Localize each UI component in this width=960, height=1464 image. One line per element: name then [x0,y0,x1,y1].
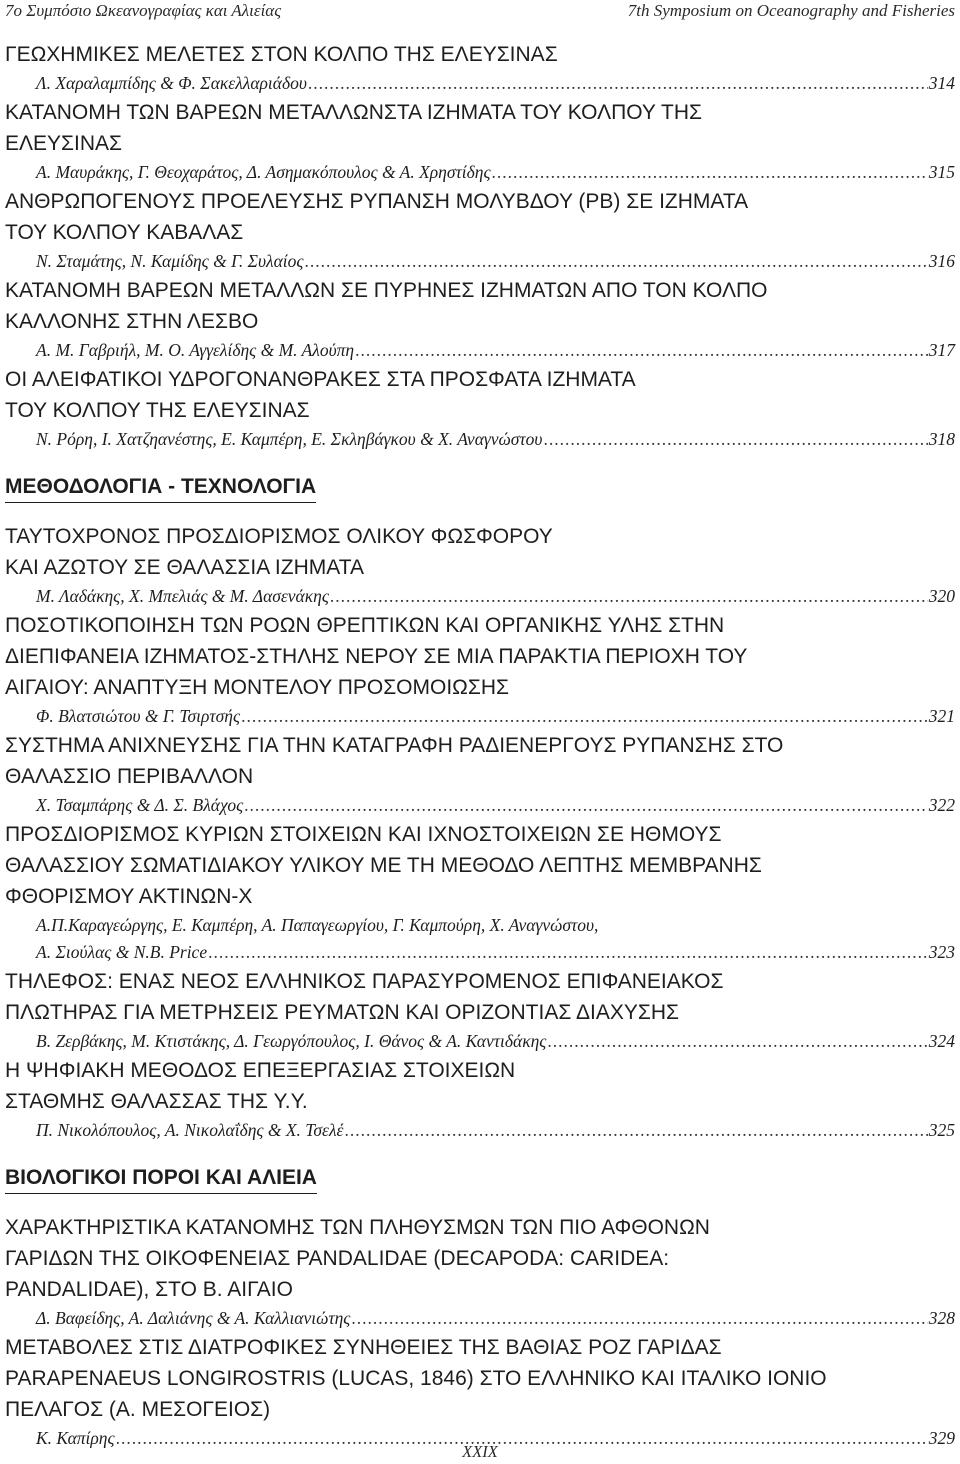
entry-authors: Δ. Βαφείδης, Α. Δαλιάνης & Α. Καλλιανιώτης [36,1308,351,1328]
toc-entry [5,1055,955,1144]
header-left: 7o Συμπόσιο Ωκεανογραφίας και Αλιείας [5,1,282,20]
dot-leader [543,426,927,453]
entry-title-line: ΘΑΛΑΣΣΙΟΥ ΣΩΜΑΤΙΔΙΑΚΟΥ ΥΛΙΚΟΥ ΜΕ ΤΗ ΜΕΘΟΔΟ ΛΕΠΤΗΣ ΜΕΜΒΡΑΝΗΣ [5,854,762,877]
entry-title-line: PANDALIDAE), ΣΤΟ Β. ΑΙΓΑΙΟ [5,1278,293,1301]
entry-page-number: 321 [928,706,955,726]
entry-authors: Β. Ζερβάκης, Μ. Κτιστάκης, Δ. Γεωργόπουλος, Ι. Θάνος & Α. Καντιδάκης [36,1031,547,1051]
toc-entry [5,1332,955,1452]
dot-leader [305,248,928,275]
entry-authors: Α. Μαυράκης, Γ. Θεοχαράτος, Δ. Ασημακόπουλος & Α. Χρηστίδης [36,162,491,182]
running-header [5,0,955,22]
entry-title-line: PARAPENAEUS LONGIROSTRIS (LUCAS, 1846) ΣΤΟ ΕΛΛΗΝΙΚΟ ΚΑΙ ΙΤΑΛΙΚΟ ΙΟΝΙΟ [5,1367,827,1390]
entry-page-number: 315 [928,162,955,182]
entry-title-line: ΠΟΣΟΤΙΚΟΠΟΙΗΣΗ ΤΩΝ ΡΟΩΝ ΘΡΕΠΤΙΚΩΝ ΚΑΙ ΟΡΓΑΝΙΚΗΣ ΥΛΗΣ ΣΤΗΝ [5,614,725,637]
entry-title-line: ΤΟΥ ΚΟΛΠΟΥ ΚΑΒΑΛΑΣ [5,221,244,244]
entry-authors-row [5,337,955,364]
entry-authors: Λ. Χαραλαμπίδης & Φ. Σακελλαριάδου [36,73,307,93]
toc-entry [5,97,955,186]
entry-title-line: ΚΑΤΑΝΟΜΗ ΒΑΡΕΩΝ ΜΕΤΑΛΛΩΝ ΣΕ ΠΥΡΗΝΕΣ ΙΖΗΜΑΤΩΝ ΑΠΟ ΤΟΝ ΚΟΛΠΟ [5,279,768,302]
entry-title-line: ΟΙ ΑΛΕΙΦΑΤΙΚΟΙ ΥΔΡΟΓΟΝΑΝΘΡΑΚΕΣ ΣΤΑ ΠΡΟΣΦΑΤΑ ΙΖΗΜΑΤΑ [5,368,636,391]
entry-title-line: ΘΑΛΑΣΣΙΟ ΠΕΡΙΒΑΛΛΟΝ [5,765,254,788]
entry-page-number: 314 [928,73,955,93]
toc-entry [5,39,955,97]
dot-leader [241,703,928,730]
toc-entry [5,966,955,1055]
entry-title-line: ΜΕΤΑΒΟΛΕΣ ΣΤΙΣ ΔΙΑΤΡΟΦΙΚΕΣ ΣΥΝΗΘΕΙΕΣ ΤΗΣ ΒΑΘΙΑΣ ΡΟΖ ΓΑΡΙΔΑΣ [5,1336,722,1359]
entry-title-line: ΚΑΛΛΟΝΗΣ ΣΤΗΝ ΛΕΣΒΟ [5,310,259,333]
entry-page-number: 329 [928,1428,955,1448]
entry-title-line: ΠΡΟΣΔΙΟΡΙΣΜΟΣ ΚΥΡΙΩΝ ΣΤΟΙΧΕΙΩΝ ΚΑΙ ΙΧΝΟΣΤΟΙΧΕΙΩΝ ΣΕ ΗΘΜΟΥΣ [5,823,722,846]
entry-authors-row [5,426,955,453]
entry-title-line: ΤΗΛΕΦΟΣ: ΕΝΑΣ ΝΕΟΣ ΕΛΛΗΝΙΚΟΣ ΠΑΡΑΣΥΡΟΜΕΝΟΣ ΕΠΙΦΑΝΕΙΑΚΟΣ [5,970,724,993]
dot-leader [244,792,928,819]
entry-authors: Α. Μ. Γαβριήλ, Μ. Ο. Αγγελίδης & Μ. Αλούπη [36,340,355,360]
entry-page-number: 317 [928,340,955,360]
entry-authors-row [5,70,955,97]
page-number: XXIX [462,1442,498,1461]
toc-entry [5,275,955,364]
toc-entry [5,186,955,275]
entry-title-line: ΓΑΡΙΔΩΝ ΤΗΣ ΟΙΚΟΦΕΝΕΙΑΣ PANDALIDAE (DECAPODA: CARIDEA: [5,1247,670,1270]
dot-leader [355,337,928,364]
toc-entry [5,364,955,453]
toc-entry [5,730,955,819]
entry-authors: Κ. Καπίρης [36,1428,115,1448]
entry-title-line: ΚΑΙ ΑΖΩΤΟΥ ΣΕ ΘΑΛΑΣΣΙΑ ΙΖΗΜΑΤΑ [5,556,364,579]
entry-authors-row [5,248,955,275]
entry-title-line: ΤΟΥ ΚΟΛΠΟΥ ΤΗΣ ΕΛΕΥΣΙΝΑΣ [5,399,310,422]
dot-leader [330,583,928,610]
entry-title-line: ΣΤΑΘΜΗΣ ΘΑΛΑΣΣΑΣ ΤΗΣ Υ.Υ. [5,1090,308,1113]
entry-authors: Φ. Βλατσιώτου & Γ. Τσιρτσής [36,706,241,726]
entry-title-line: Η ΨΗΦΙΑΚΗ ΜΕΘΟΔΟΣ ΕΠΕΞΕΡΓΑΣΙΑΣ ΣΤΟΙΧΕΙΩΝ [5,1059,516,1082]
entry-authors: Μ. Λαδάκης, Χ. Μπελιάς & Μ. Δασενάκης [36,586,329,606]
entry-authors-row [5,792,955,819]
entry-page-number: 324 [928,1031,955,1051]
entry-title-line: ΓΕΩΧΗΜΙΚΕΣ ΜΕΛΕΤΕΣ ΣΤΟΝ ΚΟΛΠΟ ΤΗΣ ΕΛΕΥΣΙΝΑΣ [5,43,558,66]
dot-leader [344,1117,927,1144]
entry-title-line: ΑΝΘΡΩΠΟΓΕΝΟΥΣ ΠΡΟΕΛΕΥΣΗΣ ΡΥΠΑΝΣΗ ΜΟΛΥΒΔΟΥ (PB) ΣΕ ΙΖΗΜΑΤΑ [5,190,749,213]
entry-authors: Χ. Τσαμπάρης & Δ. Σ. Βλάχος [36,795,244,815]
entry-authors: Ν. Ρόρη, Ι. Χατζηανέστης, Ε. Καμπέρη, Ε. Σκληβάγκου & Χ. Αναγνώστου [36,429,543,449]
dot-leader [351,1305,927,1332]
entry-title-line: ΕΛΕΥΣΙΝΑΣ [5,132,123,155]
section-heading: ΜΕΘΟΔΟΛΟΓΙΑ - ΤΕΧΝΟΛΟΓΙΑ [5,471,316,503]
header-right: 7th Symposium on Oceanography and Fisheries [627,1,955,20]
entry-title-line: ΣΥΣΤΗΜΑ ΑΝΙΧΝΕΥΣΗΣ ΓΙΑ ΤΗΝ ΚΑΤΑΓΡΑΦΗ ΡΑΔΙΕΝΕΡΓΟΥΣ ΡΥΠΑΝΣΗΣ ΣΤΟ [5,734,784,757]
entry-authors-row [5,1305,955,1332]
section-heading: ΒΙΟΛΟΓΙΚΟΙ ΠΟΡΟΙ ΚΑΙ ΑΛΙΕΙΑ [5,1162,317,1194]
entry-authors: Π. Νικολόπουλος, Α. Νικολαΐδης & Χ. Τσελέ [36,1120,344,1140]
entry-authors-row [5,939,955,966]
entry-authors: Ν. Σταμάτης, Ν. Καμίδης & Γ. Συλαίος [36,251,304,271]
entry-page-number: 322 [928,795,955,815]
dot-leader [492,159,928,186]
dot-leader [308,70,928,97]
entry-title-line: ΦΘΟΡΙΣΜΟΥ ΑΚΤΙΝΩΝ-Χ [5,885,253,908]
entry-page-number: 318 [928,429,955,449]
entry-page-number: 323 [928,942,955,962]
dot-leader [208,939,928,966]
entry-page-number: 316 [928,251,955,271]
dot-leader [547,1028,927,1055]
entry-page-number: 320 [928,586,955,606]
entry-authors-row [5,583,955,610]
page-footer [0,1442,960,1464]
entry-page-number: 325 [928,1120,955,1140]
entry-title-line: ΚΑΤΑΝΟΜΗ ΤΩΝ ΒΑΡΕΩΝ ΜΕΤΑΛΛΩΝΣΤΑ ΙΖΗΜΑΤΑ ΤΟΥ ΚΟΛΠΟΥ ΤΗΣ [5,101,702,124]
entry-title-line: ΠΛΩΤΗΡΑΣ ΓΙΑ ΜΕΤΡΗΣΕΙΣ ΡΕΥΜΑΤΩΝ ΚΑΙ ΟΡΙΖΟΝΤΙΑΣ ΔΙΑΧΥΣΗΣ [5,1001,680,1024]
entry-page-number: 328 [928,1308,955,1328]
entry-authors-row [5,703,955,730]
entry-title-line: ΔΙΕΠΙΦΑΝΕΙΑ ΙΖΗΜΑΤΟΣ-ΣΤΗΛΗΣ ΝΕΡΟΥ ΣΕ ΜΙΑ ΠΑΡΑΚΤΙΑ ΠΕΡΙΟΧΗ ΤΟΥ [5,645,748,668]
toc-entry [5,1212,955,1332]
entry-title-line: ΧΑΡΑΚΤΗΡΙΣΤΙΚΑ ΚΑΤΑΝΟΜΗΣ ΤΩΝ ΠΛΗΘΥΣΜΩΝ ΤΩΝ ΠΙΟ ΑΦΘΟΝΩΝ [5,1216,710,1239]
entry-title-line: ΑΙΓΑΙΟΥ: ΑΝΑΠΤΥΞΗ ΜΟΝΤΕΛΟΥ ΠΡΟΣΟΜΟΙΩΣΗΣ [5,676,510,699]
entry-authors-row [5,1117,955,1144]
entry-title-line: ΤΑΥΤΟΧΡΟΝΟΣ ΠΡΟΣΔΙΟΡΙΣΜΟΣ ΟΛΙΚΟΥ ΦΩΣΦΟΡΟΥ [5,525,553,548]
toc-entry [5,610,955,730]
entry-authors-row [5,159,955,186]
toc-entry [5,521,955,610]
entry-title-line: ΠΕΛΑΓΟΣ (Α. ΜΕΣΟΓΕΙΟΣ) [5,1398,271,1421]
toc-entry [5,819,955,966]
table-of-contents [5,39,955,1452]
entry-authors-line: Α.Π.Καραγεώργης, Ε. Καμπέρη, Α. Παπαγεωργίου, Γ. Καμπούρη, Χ. Αναγνώστου, [36,915,599,935]
entry-authors: Α. Σιούλας & N.B. Price [36,942,208,962]
entry-authors-row [5,1028,955,1055]
